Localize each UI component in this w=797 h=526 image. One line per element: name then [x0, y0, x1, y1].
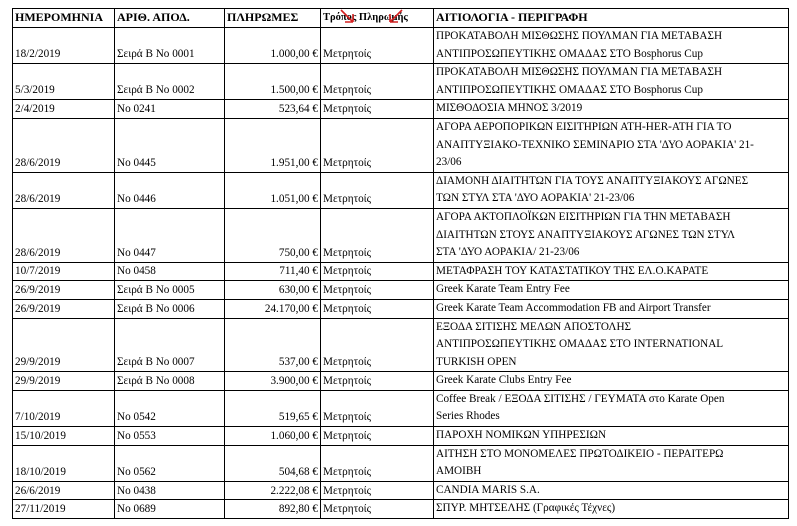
cell-amount: 24.170,00 €: [225, 299, 321, 318]
cell-date: 26/6/2019: [13, 481, 115, 500]
table-row: [13, 445, 789, 481]
cell-payment-method: Μετρητοίς: [321, 481, 434, 500]
cell-description: [434, 208, 789, 262]
table-row: [13, 481, 789, 500]
description-line: ΑΓΟΡΑ ΑΚΤΟΠΛΟΪΚΩΝ ΕΙΣΙΤΗΡΙΩΝ ΓΙΑ ΤΗΝ ΜΕΤΑΒΑΣΗ: [436, 210, 731, 223]
cell-payment-method: Μετρητοίς: [321, 427, 434, 446]
description-line: ΣΤΑ 'ΔΥΟ ΑΟΡΑΚΙΑ/ 21-23/06: [436, 246, 580, 259]
table-row: [13, 28, 789, 64]
description-line: ΑΙΤΗΣΗ ΣΤΟ ΜΟΝΟΜΕΛΕΣ ΠΡΩΤΟΔΙΚΕΙΟ - ΠΕΡΑΙΤΕΡΩ: [436, 447, 724, 460]
description-line: ΜΕΤΑΦΡΑΣΗ ΤΟΥ ΚΑΤΑΣΤΑΤΙΚΟΥ ΤΗΣ ΕΛ.Ο.ΚΑΡΑΤΕ: [436, 264, 709, 277]
cell-payment-method: Μετρητοίς: [321, 281, 434, 300]
description-line: CANDIA MARIS S.A.: [436, 483, 540, 496]
cell-description: [434, 481, 789, 500]
table-row: [13, 500, 789, 519]
cell-receipt-number: Νο 0241: [115, 100, 225, 119]
cell-receipt-number: Νο 0562: [115, 445, 225, 481]
cell-receipt-number: Σειρά Β Νο 0006: [115, 299, 225, 318]
description-line: ΕΞΟΔΑ ΣΙΤΙΣΗΣ ΜΕΛΩΝ ΑΠΟΣΤΟΛΗΣ: [436, 320, 632, 333]
description-line: 23/06: [436, 156, 462, 169]
cell-description: [434, 500, 789, 519]
cell-date: 7/10/2019: [13, 390, 115, 426]
cell-description: [434, 100, 789, 119]
description-line: ΠΡΟΚΑΤΑΒΟΛΗ ΜΙΣΘΩΣΗΣ ΠΟΥΛΜΑΝ ΓΙΑ ΜΕΤΑΒΑΣΗ: [436, 66, 723, 79]
cell-amount: 1.951,00 €: [225, 118, 321, 172]
cell-description: [434, 281, 789, 300]
cell-payment-method: Μετρητοίς: [321, 28, 434, 64]
table-row: [13, 390, 789, 426]
cell-description: [434, 28, 789, 64]
cell-description: [434, 299, 789, 318]
cell-date: 28/6/2019: [13, 118, 115, 172]
cell-date: 27/11/2019: [13, 500, 115, 519]
cell-description: [434, 262, 789, 281]
cell-amount: 892,80 €: [225, 500, 321, 519]
description-line: ΑΝΤΙΠΡΟΣΩΠΕΥΤΙΚΗΣ ΟΜΑΔΑΣ ΣΤΟ Bosphorus Cup: [436, 47, 703, 60]
cell-date: 26/9/2019: [13, 299, 115, 318]
cell-amount: 1.500,00 €: [225, 64, 321, 100]
cell-amount: 2.222,08 €: [225, 481, 321, 500]
description-line: ΑΝΤΙΠΡΟΣΩΠΕΥΤΙΚΗΣ ΟΜΑΔΑΣ ΣΤΟ INTERNATIONAL: [436, 338, 724, 351]
cell-payment-method: Μετρητοίς: [321, 500, 434, 519]
cell-payment-method: Μετρητοίς: [321, 318, 434, 372]
table-row: [13, 299, 789, 318]
cell-payment-method: Μετρητοίς: [321, 372, 434, 391]
cell-receipt-number: Σειρά Β Νο 0007: [115, 318, 225, 372]
cell-date: 15/10/2019: [13, 427, 115, 446]
cell-description: [434, 427, 789, 446]
cell-receipt-number: Σειρά Β Νο 0001: [115, 28, 225, 64]
expenses-table: [12, 8, 789, 519]
description-line: ΣΠΥΡ. ΜΗΤΣΕΛΗΣ (Γραφικές Τέχνες): [436, 502, 616, 515]
description-line: ΑΝΑΠΤΥΞΙΑΚΟ-ΤΕΧΝΙΚΟ ΣΕΜΙΝΑΡΙΟ ΣΤΑ 'ΔΥΟ ΑΟΡΑΚΙΑ' 21-: [436, 138, 754, 151]
cell-receipt-number: Σειρά Β Νο 0002: [115, 64, 225, 100]
cell-payment-method: Μετρητοίς: [321, 64, 434, 100]
cell-description: [434, 318, 789, 372]
cell-description: [434, 445, 789, 481]
cell-amount: 711,40 €: [225, 262, 321, 281]
table-row: [13, 318, 789, 372]
cell-date: 10/7/2019: [13, 262, 115, 281]
cell-amount: 630,00 €: [225, 281, 321, 300]
header-receipt-number: ΑΡΙΘ. ΑΠΟΔ.: [115, 9, 225, 28]
expenses-table-wrapper: [12, 8, 788, 519]
cell-receipt-number: Νο 0446: [115, 172, 225, 208]
cell-date: 2/4/2019: [13, 100, 115, 119]
cell-date: 29/9/2019: [13, 372, 115, 391]
header-date: ΗΜΕΡΟΜΗΝΙΑ: [13, 9, 115, 28]
cell-receipt-number: Νο 0438: [115, 481, 225, 500]
description-line: ΑΜΟΙΒΗ: [436, 465, 482, 478]
cell-receipt-number: Νο 0445: [115, 118, 225, 172]
cell-receipt-number: Νο 0542: [115, 390, 225, 426]
cell-amount: 537,00 €: [225, 318, 321, 372]
description-line: ΠΡΟΚΑΤΑΒΟΛΗ ΜΙΣΘΩΣΗΣ ΠΟΥΛΜΑΝ ΓΙΑ ΜΕΤΑΒΑΣΗ: [436, 30, 723, 42]
header-payment-method: Τρόπος Πληρωμής: [321, 9, 434, 28]
cell-payment-method: Μετρητοίς: [321, 390, 434, 426]
description-line: Greek Karate Clubs Entry Fee: [436, 374, 572, 387]
cell-receipt-number: Νο 0458: [115, 262, 225, 281]
cell-payment-method: Μετρητοίς: [321, 262, 434, 281]
table-row: [13, 208, 789, 262]
cell-amount: 750,00 €: [225, 208, 321, 262]
cell-receipt-number: Σειρά Β Νο 0008: [115, 372, 225, 391]
description-line: TURKISH OPEN: [436, 355, 517, 368]
description-line: ΠΑΡΟΧΗ ΝΟΜΙΚΩΝ ΥΠΗΡΕΣΙΩΝ: [436, 429, 607, 442]
table-row: [13, 64, 789, 100]
cell-date: 5/3/2019: [13, 64, 115, 100]
cell-receipt-number: Νο 0447: [115, 208, 225, 262]
cell-amount: 3.900,00 €: [225, 372, 321, 391]
cell-date: 28/6/2019: [13, 208, 115, 262]
description-line: ΑΝΤΙΠΡΟΣΩΠΕΥΤΙΚΗΣ ΟΜΑΔΑΣ ΣΤΟ Bosphorus Cup: [436, 83, 703, 96]
cell-payment-method: Μετρητοίς: [321, 172, 434, 208]
description-line: ΔΙΑΜΟΝΗ ΔΙΑΙΤΗΤΩΝ ΓΙΑ ΤΟΥΣ ΑΝΑΠΤΥΞΙΑΚΟΥΣ ΑΓΩΝΕΣ: [436, 174, 749, 187]
description-line: Greek Karate Team Accommodation FB and Airport Transfer: [436, 301, 711, 314]
cell-amount: 1.000,00 €: [225, 28, 321, 64]
cell-amount: 519,65 €: [225, 390, 321, 426]
header-payments: ΠΛΗΡΩΜΕΣ: [225, 9, 321, 28]
cell-description: [434, 64, 789, 100]
table-row: [13, 118, 789, 172]
cell-amount: 1.051,00 €: [225, 172, 321, 208]
cell-payment-method: Μετρητοίς: [321, 118, 434, 172]
cell-payment-method: Μετρητοίς: [321, 299, 434, 318]
table-row: [13, 100, 789, 119]
cell-date: 18/10/2019: [13, 445, 115, 481]
description-line: ΔΙΑΙΤΗΤΩΝ ΣΤΟΥΣ ΑΝΑΠΤΥΞΙΑΚΟΥΣ ΑΓΩΝΕΣ ΤΩΝ ΣΤΥΛ: [436, 228, 736, 241]
table-row: [13, 281, 789, 300]
cell-payment-method: Μετρητοίς: [321, 100, 434, 119]
cell-description: [434, 118, 789, 172]
description-line: Greek Karate Team Entry Fee: [436, 283, 570, 296]
cell-receipt-number: Νο 0553: [115, 427, 225, 446]
cell-receipt-number: Νο 0689: [115, 500, 225, 519]
annotation-arrow-icon: [384, 8, 444, 28]
cell-receipt-number: Σειρά Β Νο 0005: [115, 281, 225, 300]
table-row: [13, 372, 789, 391]
table-row: [13, 262, 789, 281]
description-line: ΜΙΣΘΟΔΟΣΙΑ ΜΗΝΟΣ 3/2019: [436, 102, 583, 115]
cell-date: 18/2/2019: [13, 28, 115, 64]
cell-description: [434, 172, 789, 208]
cell-date: 28/6/2019: [13, 172, 115, 208]
table-row: [13, 172, 789, 208]
cell-description: [434, 390, 789, 426]
cell-date: 26/9/2019: [13, 281, 115, 300]
description-line: Coffee Break / ΕΞΟΔΑ ΣΙΤΙΣΗΣ / ΓΕΥΜΑΤΑ στο Karate Open: [436, 392, 725, 405]
description-line: ΤΩΝ ΣΤΥΛ ΣΤΑ 'ΔΥΟ ΑΟΡΑΚΙΑ' 21-23/06: [436, 192, 635, 205]
cell-amount: 504,68 €: [225, 445, 321, 481]
cell-date: 29/9/2019: [13, 318, 115, 372]
cell-description: [434, 372, 789, 391]
cell-amount: 523,64 €: [225, 100, 321, 119]
cell-payment-method: Μετρητοίς: [321, 445, 434, 481]
description-line: ΑΓΟΡΑ ΑΕΡΟΠΟΡΙΚΩΝ ΕΙΣΙΤΗΡΙΩΝ ΑΤΗ-HER-ΑΤΗ ΓΙΑ ΤΟ: [436, 120, 732, 133]
description-line: Series Rhodes: [436, 410, 500, 423]
cell-amount: 1.060,00 €: [225, 427, 321, 446]
cell-payment-method: Μετρητοίς: [321, 208, 434, 262]
table-row: [13, 427, 789, 446]
header-description: ΑΙΤΙΟΛΟΓΙΑ - ΠΕΡΙΓΡΑΦΗ: [434, 9, 789, 28]
